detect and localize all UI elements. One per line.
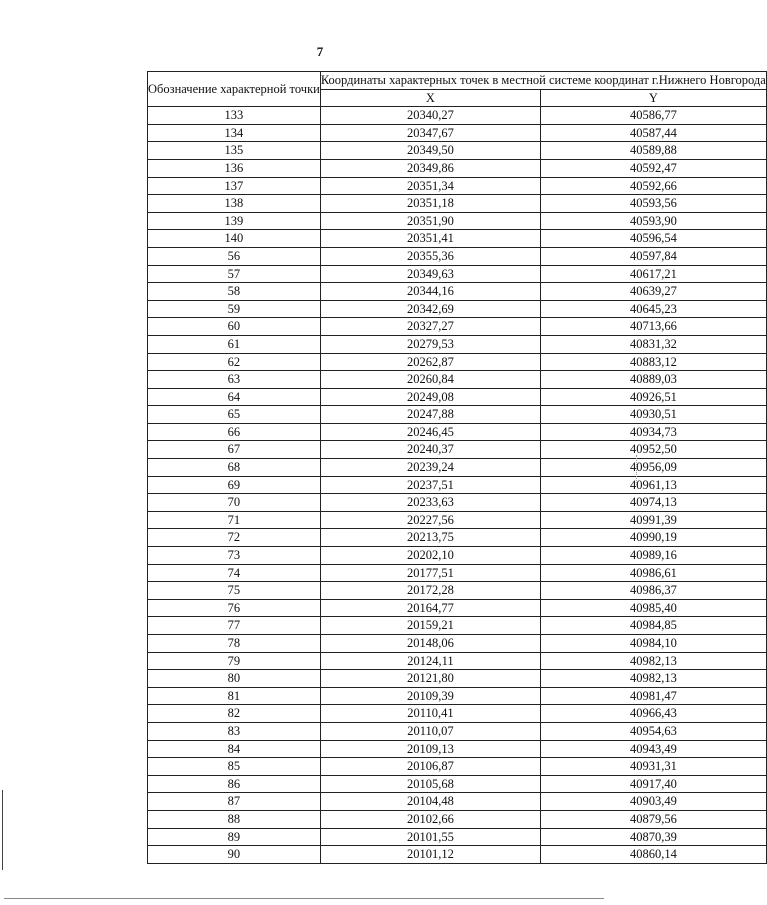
y-coordinate-cell: 40966,43 (541, 705, 767, 723)
table-row (148, 529, 767, 547)
table-row (148, 670, 767, 688)
table-row (148, 652, 767, 670)
table-row (148, 511, 767, 529)
x-coordinate-cell: 20202,10 (320, 547, 540, 565)
x-coordinate-cell: 20279,53 (320, 335, 540, 353)
table-row (148, 617, 767, 635)
point-cell: 87 (148, 793, 321, 811)
y-coordinate-cell: 40587,44 (541, 124, 767, 142)
y-coordinate-cell: 40986,37 (541, 582, 767, 600)
y-coordinate-cell: 40954,63 (541, 722, 767, 740)
y-coordinate-cell: 40592,47 (541, 159, 767, 177)
point-cell: 74 (148, 564, 321, 582)
x-coordinate-cell: 20110,07 (320, 722, 540, 740)
y-coordinate-cell: 40930,51 (541, 406, 767, 424)
point-cell: 134 (148, 124, 321, 142)
table-row (148, 230, 767, 248)
table-row (148, 722, 767, 740)
x-coordinate-cell: 20110,41 (320, 705, 540, 723)
point-cell: 84 (148, 740, 321, 758)
y-coordinate-cell: 40986,61 (541, 564, 767, 582)
table-row (148, 828, 767, 846)
point-cell: 65 (148, 406, 321, 424)
y-coordinate-cell: 40889,03 (541, 371, 767, 389)
point-cell: 133 (148, 107, 321, 125)
y-coordinate-cell: 40943,49 (541, 740, 767, 758)
point-cell: 86 (148, 775, 321, 793)
point-cell: 89 (148, 828, 321, 846)
x-coordinate-cell: 20247,88 (320, 406, 540, 424)
y-coordinate-cell: 40593,90 (541, 212, 767, 230)
page-number: 7 (316, 44, 324, 59)
table-row (148, 582, 767, 600)
x-coordinate-cell: 20227,56 (320, 511, 540, 529)
point-cell: 56 (148, 247, 321, 265)
table-row (148, 564, 767, 582)
point-cell: 61 (148, 335, 321, 353)
table-row (148, 318, 767, 336)
y-coordinate-cell: 40713,66 (541, 318, 767, 336)
bottom-edge-line (4, 898, 604, 899)
coordinates-header: Координаты характерных точек в местной системе координат г.Нижнего Новгорода (320, 72, 766, 90)
point-cell: 85 (148, 758, 321, 776)
x-coordinate-cell: 20260,84 (320, 371, 540, 389)
x-coordinate-cell: 20351,41 (320, 230, 540, 248)
table-row (148, 388, 767, 406)
table-row (148, 124, 767, 142)
y-coordinate-cell: 40870,39 (541, 828, 767, 846)
x-coordinate-cell: 20102,66 (320, 810, 540, 828)
point-cell: 79 (148, 652, 321, 670)
x-coordinate-cell: 20355,36 (320, 247, 540, 265)
y-coordinate-cell: 40879,56 (541, 810, 767, 828)
y-coordinate-cell: 40903,49 (541, 793, 767, 811)
point-cell: 63 (148, 371, 321, 389)
table-row (148, 758, 767, 776)
y-coordinate-cell: 40934,73 (541, 423, 767, 441)
table-row (148, 300, 767, 318)
table-row (148, 335, 767, 353)
x-coordinate-cell: 20349,86 (320, 159, 540, 177)
table-row (148, 177, 767, 195)
point-cell: 69 (148, 476, 321, 494)
point-cell: 59 (148, 300, 321, 318)
x-coordinate-cell: 20109,13 (320, 740, 540, 758)
y-coordinate-cell: 40645,23 (541, 300, 767, 318)
point-cell: 77 (148, 617, 321, 635)
point-cell: 80 (148, 670, 321, 688)
x-coordinate-cell: 20342,69 (320, 300, 540, 318)
table-row (148, 687, 767, 705)
table-row (148, 494, 767, 512)
y-coordinate-cell: 40952,50 (541, 441, 767, 459)
x-coordinate-cell: 20240,37 (320, 441, 540, 459)
y-coordinate-cell: 40597,84 (541, 247, 767, 265)
point-cell: 67 (148, 441, 321, 459)
table-row (148, 547, 767, 565)
y-coordinate-cell: 40985,40 (541, 599, 767, 617)
y-coordinate-cell: 40991,39 (541, 511, 767, 529)
x-coordinate-cell: 20106,87 (320, 758, 540, 776)
y-column-header: Y (541, 89, 767, 107)
y-coordinate-cell: 40989,16 (541, 547, 767, 565)
table-row (148, 283, 767, 301)
point-cell: 82 (148, 705, 321, 723)
table-row (148, 705, 767, 723)
table-row (148, 740, 767, 758)
point-cell: 90 (148, 846, 321, 864)
y-coordinate-cell: 40926,51 (541, 388, 767, 406)
x-coordinate-cell: 20172,28 (320, 582, 540, 600)
x-coordinate-cell: 20239,24 (320, 459, 540, 477)
point-cell: 81 (148, 687, 321, 705)
point-cell: 135 (148, 142, 321, 160)
table-row (148, 423, 767, 441)
coordinates-table (147, 71, 767, 864)
table-row (148, 159, 767, 177)
y-coordinate-cell: 40593,56 (541, 195, 767, 213)
point-cell: 72 (148, 529, 321, 547)
point-cell: 136 (148, 159, 321, 177)
point-cell: 78 (148, 635, 321, 653)
margin-line (2, 790, 3, 870)
table-row (148, 212, 767, 230)
point-cell: 60 (148, 318, 321, 336)
y-coordinate-cell: 40860,14 (541, 846, 767, 864)
x-coordinate-cell: 20237,51 (320, 476, 540, 494)
table-body (148, 107, 767, 864)
x-coordinate-cell: 20351,34 (320, 177, 540, 195)
point-cell: 57 (148, 265, 321, 283)
y-coordinate-cell: 40617,21 (541, 265, 767, 283)
table-row (148, 846, 767, 864)
table-row (148, 441, 767, 459)
table-row (148, 107, 767, 125)
y-coordinate-cell: 40883,12 (541, 353, 767, 371)
y-coordinate-cell: 40831,32 (541, 335, 767, 353)
x-coordinate-cell: 20340,27 (320, 107, 540, 125)
y-coordinate-cell: 40931,31 (541, 758, 767, 776)
x-coordinate-cell: 20101,12 (320, 846, 540, 864)
point-cell: 140 (148, 230, 321, 248)
table-row (148, 775, 767, 793)
table-row (148, 371, 767, 389)
x-coordinate-cell: 20159,21 (320, 617, 540, 635)
point-cell: 88 (148, 810, 321, 828)
margin-mark (636, 455, 638, 485)
x-coordinate-cell: 20148,06 (320, 635, 540, 653)
table-row (148, 195, 767, 213)
x-coordinate-cell: 20121,80 (320, 670, 540, 688)
point-cell: 75 (148, 582, 321, 600)
x-coordinate-cell: 20349,63 (320, 265, 540, 283)
point-cell: 70 (148, 494, 321, 512)
point-cell: 71 (148, 511, 321, 529)
point-cell: 58 (148, 283, 321, 301)
table-row (148, 810, 767, 828)
point-cell: 66 (148, 423, 321, 441)
y-coordinate-cell: 40596,54 (541, 230, 767, 248)
point-cell: 139 (148, 212, 321, 230)
y-coordinate-cell: 40917,40 (541, 775, 767, 793)
x-coordinate-cell: 20349,50 (320, 142, 540, 160)
point-cell: 137 (148, 177, 321, 195)
x-coordinate-cell: 20213,75 (320, 529, 540, 547)
y-coordinate-cell: 40990,19 (541, 529, 767, 547)
y-coordinate-cell: 40639,27 (541, 283, 767, 301)
y-coordinate-cell: 40592,66 (541, 177, 767, 195)
point-designation-header: Обозначение характерной точки (148, 72, 321, 107)
table-row (148, 599, 767, 617)
point-cell: 73 (148, 547, 321, 565)
x-coordinate-cell: 20351,90 (320, 212, 540, 230)
table-row (148, 459, 767, 477)
table-row (148, 142, 767, 160)
x-coordinate-cell: 20327,27 (320, 318, 540, 336)
table-row (148, 247, 767, 265)
x-coordinate-cell: 20124,11 (320, 652, 540, 670)
x-coordinate-cell: 20233,63 (320, 494, 540, 512)
point-cell: 62 (148, 353, 321, 371)
x-coordinate-cell: 20249,08 (320, 388, 540, 406)
point-cell: 64 (148, 388, 321, 406)
x-coordinate-cell: 20347,67 (320, 124, 540, 142)
table-row (148, 265, 767, 283)
x-coordinate-cell: 20246,45 (320, 423, 540, 441)
x-coordinate-cell: 20262,87 (320, 353, 540, 371)
y-coordinate-cell: 40586,77 (541, 107, 767, 125)
x-coordinate-cell: 20101,55 (320, 828, 540, 846)
point-cell: 68 (148, 459, 321, 477)
x-coordinate-cell: 20177,51 (320, 564, 540, 582)
y-coordinate-cell: 40981,47 (541, 687, 767, 705)
y-coordinate-cell: 40984,10 (541, 635, 767, 653)
x-coordinate-cell: 20105,68 (320, 775, 540, 793)
x-coordinate-cell: 20164,77 (320, 599, 540, 617)
x-coordinate-cell: 20104,48 (320, 793, 540, 811)
y-coordinate-cell: 40961,13 (541, 476, 767, 494)
table-row (148, 406, 767, 424)
table-row (148, 635, 767, 653)
y-coordinate-cell: 40982,13 (541, 652, 767, 670)
table-row (148, 353, 767, 371)
table-row (148, 793, 767, 811)
y-coordinate-cell: 40984,85 (541, 617, 767, 635)
point-cell: 138 (148, 195, 321, 213)
x-column-header: X (320, 89, 540, 107)
y-coordinate-cell: 40956,09 (541, 459, 767, 477)
y-coordinate-cell: 40974,13 (541, 494, 767, 512)
y-coordinate-cell: 40982,13 (541, 670, 767, 688)
x-coordinate-cell: 20351,18 (320, 195, 540, 213)
table-header-row (148, 72, 767, 90)
x-coordinate-cell: 20344,16 (320, 283, 540, 301)
y-coordinate-cell: 40589,88 (541, 142, 767, 160)
table-row (148, 476, 767, 494)
point-cell: 83 (148, 722, 321, 740)
x-coordinate-cell: 20109,39 (320, 687, 540, 705)
point-cell: 76 (148, 599, 321, 617)
